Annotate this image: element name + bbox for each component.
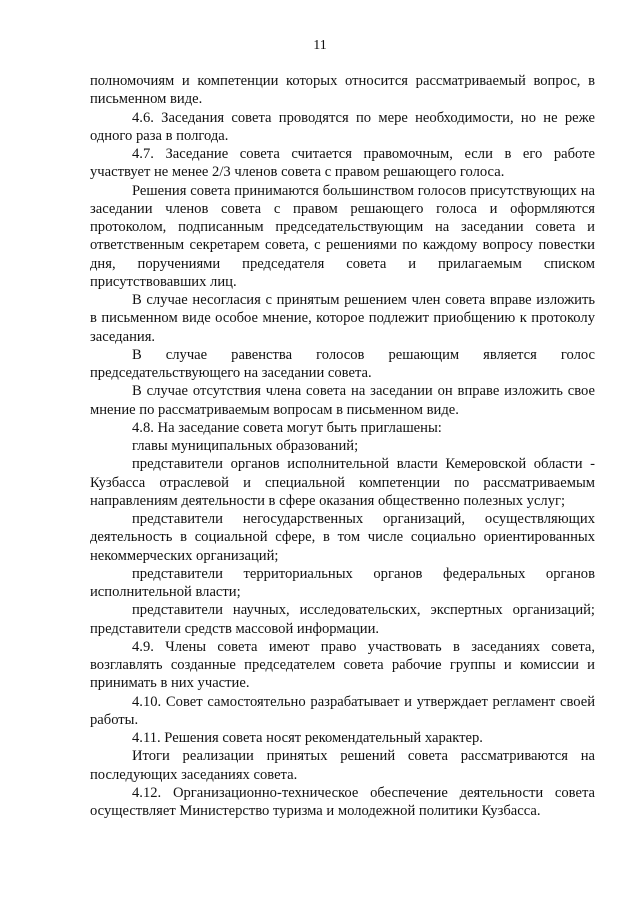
list-item: главы муниципальных образований; xyxy=(132,438,359,454)
paragraph: 4.12. Организационно-техническое обеспечение деятельности совета осуществляет Министерство туризма и молодежной политики Кузбасса. xyxy=(90,784,595,819)
paragraph: В случае равенства голосов решающим является голос председательствующего на заседании совета. xyxy=(90,346,595,381)
paragraph: Решения совета принимаются большинством голосов присутствующих на заседании членов совета с правом решающего голоса и оформляются протоколом, подписанным председательствующим на заседании совета и ответственным секретарем совета, с решениями по каждому вопросу повестки дня, поручениями председателя совета и прилагаемым списком присутствовавших лиц. xyxy=(90,182,595,290)
paragraph: Итоги реализации принятых решений совета рассматриваются на последующих заседаниях совета. xyxy=(90,748,595,783)
document-body xyxy=(90,72,595,820)
page-number: 11 xyxy=(313,38,327,53)
list-item: представители научных, исследовательских, экспертных организаций; представители средств массовой информации. xyxy=(90,602,595,637)
paragraph: 4.8. На заседание совета могут быть приглашены: xyxy=(132,419,442,436)
paragraph: 4.9. Члены совета имеют право участвовать в заседаниях совета, возглавлять созданные председателем совета рабочие группы и комиссии и принимать в них участие. xyxy=(90,638,595,692)
list-item: представители органов исполнительной власти Кемеровской области - Кузбасса отраслевой и специальной компетенции по рассматриваемым направлениям деятельности в сфере оказания общественно полезных услуг; xyxy=(90,456,595,509)
list-item: представители территориальных органов федеральных органов исполнительной власти; xyxy=(90,565,595,600)
paragraph: В случае отсутствия члена совета на заседании он вправе изложить свое мнение по рассматриваемым вопросам в письменном виде. xyxy=(90,383,595,418)
paragraph: полномочиям и компетенции которых относится рассматриваемый вопрос, в письменном виде. xyxy=(90,73,595,108)
list-item: представители негосударственных организаций, осуществляющих деятельность в социальной сфере, в том числе социально ориентированных некоммерческих организаций; xyxy=(90,511,595,564)
paragraph: 4.11. Решения совета носят рекомендательный характер. xyxy=(132,730,483,746)
paragraph: В случае несогласия с принятым решением член совета вправе изложить в письменном виде особое мнение, которое подлежит приобщению к протоколу заседания. xyxy=(90,292,595,345)
paragraph: 4.6. Заседания совета проводятся по мере необходимости, но не реже одного раза в полгода. xyxy=(90,109,595,144)
paragraph: 4.10. Совет самостоятельно разрабатывает и утверждает регламент своей работы. xyxy=(90,693,595,728)
paragraph: 4.7. Заседание совета считается правомочным, если в его работе участвует не менее 2/3 членов совета с правом решающего голоса. xyxy=(90,146,595,181)
